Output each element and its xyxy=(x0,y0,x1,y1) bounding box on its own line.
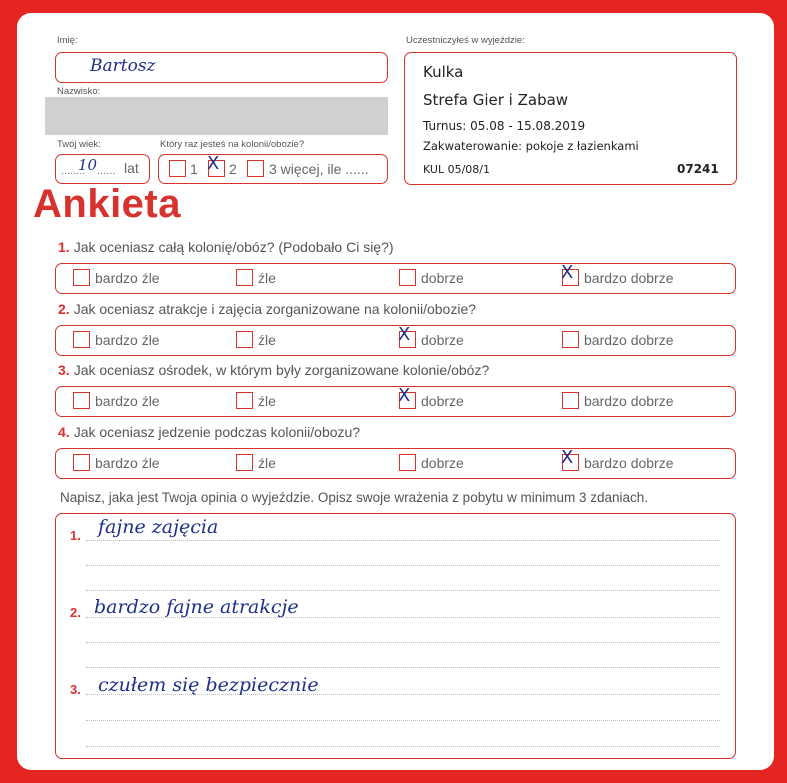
question-2-options xyxy=(55,325,736,356)
trip-info-box xyxy=(404,52,737,185)
rating-checkbox[interactable] xyxy=(562,392,579,409)
age-value: 10 xyxy=(78,156,98,174)
question-3-options xyxy=(55,386,736,417)
name-value: Bartosz xyxy=(90,56,156,76)
times-checkbox-3[interactable] xyxy=(247,160,264,177)
question-label: Jak oceniasz atrakcje i zajęcia zorganizowane na kolonii/obozie? xyxy=(73,301,477,317)
check-mark-icon: X xyxy=(398,324,411,346)
rating-label: dobrze xyxy=(421,392,464,409)
trip-label: Uczestniczyłeś w wyjeździe: xyxy=(406,35,525,46)
age-dots-left: ........ xyxy=(61,165,86,177)
question-number: 3. xyxy=(58,362,70,378)
trip-accommodation: Zakwaterowanie: pokoje z łazienkami xyxy=(423,139,639,153)
question-number: 2. xyxy=(58,301,70,317)
rating-label: źle xyxy=(258,454,276,471)
rating-checkbox[interactable] xyxy=(236,331,253,348)
question-1-options xyxy=(55,263,736,294)
rating-option[interactable] xyxy=(236,454,276,473)
opinion-text-1: fajne zajęcia xyxy=(98,516,219,538)
name-field[interactable] xyxy=(55,52,388,83)
rating-label: dobrze xyxy=(421,331,464,348)
rating-checkbox[interactable] xyxy=(236,269,253,286)
check-mark-icon: X xyxy=(207,153,220,174)
rating-label: dobrze xyxy=(421,454,464,471)
rating-label: źle xyxy=(258,269,276,286)
trip-turnus: Turnus: 05.08 - 15.08.2019 xyxy=(423,119,586,133)
rating-checkbox[interactable] xyxy=(562,331,579,348)
times-option-1: 1 xyxy=(190,161,198,177)
writing-line xyxy=(86,642,720,643)
opinion-num-2: 2. xyxy=(70,605,81,620)
trip-code: KUL 05/08/1 xyxy=(423,163,490,176)
rating-option[interactable] xyxy=(73,454,160,473)
rating-label: źle xyxy=(258,392,276,409)
question-label: Jak oceniasz ośrodek, w którym były zorganizowane kolonie/obóz? xyxy=(73,362,490,378)
question-2-text xyxy=(58,301,476,317)
rating-label: źle xyxy=(258,331,276,348)
check-mark-icon: X xyxy=(561,447,574,469)
rating-option[interactable] xyxy=(398,385,464,411)
rating-checkbox[interactable] xyxy=(73,392,90,409)
times-label: Który raz jesteś na kolonii/obozie? xyxy=(160,139,305,150)
check-mark-icon: X xyxy=(561,262,574,284)
question-4-text xyxy=(58,424,360,440)
rating-checkbox[interactable] xyxy=(561,262,579,286)
times-option-2: 2 xyxy=(229,161,237,177)
rating-label: bardzo dobrze xyxy=(584,392,674,409)
rating-option[interactable] xyxy=(562,392,674,411)
age-dots-right: ...... xyxy=(97,165,116,177)
surname-redacted xyxy=(45,97,388,135)
rating-checkbox[interactable] xyxy=(398,385,416,409)
question-label: Jak oceniasz jedzenie podczas kolonii/obozu? xyxy=(73,424,361,440)
question-number: 4. xyxy=(58,424,70,440)
question-4-options xyxy=(55,448,736,479)
rating-checkbox[interactable] xyxy=(399,269,416,286)
rating-checkbox[interactable] xyxy=(561,447,579,471)
survey-title: Ankieta xyxy=(33,182,181,226)
writing-line xyxy=(86,590,720,591)
rating-option[interactable] xyxy=(561,447,674,473)
question-number: 1. xyxy=(58,239,70,255)
opinion-num-3: 3. xyxy=(70,682,81,697)
times-checkbox-1[interactable] xyxy=(169,160,186,177)
rating-checkbox[interactable] xyxy=(73,269,90,286)
age-label: Twój wiek: xyxy=(57,139,101,150)
writing-line xyxy=(86,746,720,747)
rating-label: bardzo źle xyxy=(95,454,160,471)
rating-option[interactable] xyxy=(236,331,276,350)
rating-option[interactable] xyxy=(73,269,160,288)
rating-option[interactable] xyxy=(399,269,464,288)
surname-label: Nazwisko: xyxy=(57,86,101,97)
rating-label: bardzo źle xyxy=(95,331,160,348)
name-label: Imię: xyxy=(57,35,78,46)
rating-label: bardzo źle xyxy=(95,269,160,286)
rating-label: bardzo dobrze xyxy=(584,331,674,348)
rating-checkbox[interactable] xyxy=(236,454,253,471)
rating-checkbox[interactable] xyxy=(398,324,416,348)
opinion-num-1: 1. xyxy=(70,528,81,543)
age-field[interactable] xyxy=(55,154,150,184)
writing-line xyxy=(86,565,720,566)
rating-option[interactable] xyxy=(73,331,160,350)
question-3-text xyxy=(58,362,489,378)
rating-checkbox[interactable] xyxy=(236,392,253,409)
times-checkbox-2[interactable] xyxy=(207,153,225,177)
trip-line1: Kulka xyxy=(423,63,464,81)
rating-label: bardzo dobrze xyxy=(584,454,674,471)
rating-option[interactable] xyxy=(236,269,276,288)
age-unit: lat xyxy=(124,160,139,176)
opinion-box[interactable] xyxy=(55,513,736,759)
rating-option[interactable] xyxy=(236,392,276,411)
rating-checkbox[interactable] xyxy=(73,454,90,471)
rating-checkbox[interactable] xyxy=(73,331,90,348)
rating-label: bardzo źle xyxy=(95,392,160,409)
rating-option[interactable] xyxy=(399,454,464,473)
rating-option[interactable] xyxy=(561,262,674,288)
rating-label: bardzo dobrze xyxy=(584,269,674,286)
writing-line xyxy=(86,667,720,668)
trip-number: 07241 xyxy=(677,162,719,176)
opinion-text-2: bardzo fajne atrakcje xyxy=(94,596,299,618)
rating-checkbox[interactable] xyxy=(399,454,416,471)
trip-line2: Strefa Gier i Zabaw xyxy=(423,91,569,109)
question-1-text xyxy=(58,239,394,255)
check-mark-icon: X xyxy=(398,385,411,407)
rating-label: dobrze xyxy=(421,269,464,286)
rating-option[interactable] xyxy=(562,331,674,350)
opinion-instruction: Napisz, jaka jest Twoja opinia o wyjeździe. Opisz swoje wrażenia z pobytu w minimum 3 zdaniach. xyxy=(60,490,649,505)
times-field xyxy=(158,154,388,184)
times-option-3: 3 więcej, ile ...... xyxy=(269,161,369,177)
rating-option[interactable] xyxy=(73,392,160,411)
question-label: Jak oceniasz całą kolonię/obóz? (Podobało Ci się?) xyxy=(73,239,394,255)
opinion-text-3: czułem się bezpiecznie xyxy=(98,674,319,696)
rating-option[interactable] xyxy=(398,324,464,350)
writing-line xyxy=(86,720,720,721)
writing-line xyxy=(86,540,720,541)
